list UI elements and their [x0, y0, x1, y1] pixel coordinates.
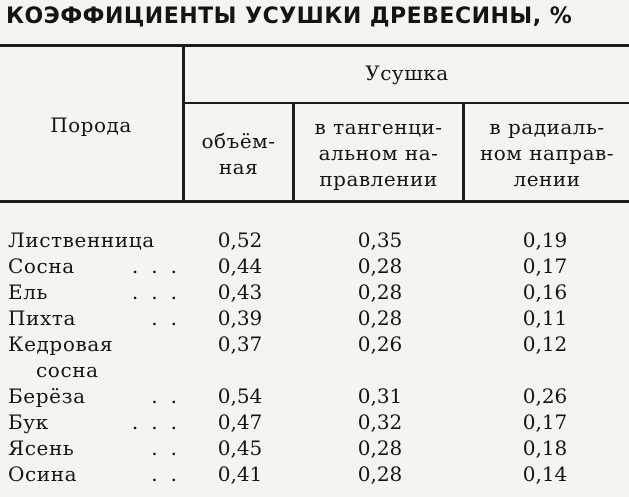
volume-value: 0,47: [217, 410, 263, 434]
species-name: Пихта: [8, 306, 77, 330]
tangential-value: 0,28: [357, 306, 403, 330]
species-name: Кедровая: [8, 332, 114, 356]
header-volume: [185, 128, 292, 180]
leader-dots: ...: [131, 410, 190, 434]
volume-value: 0,39: [217, 306, 263, 330]
volume-value: 0,43: [217, 280, 263, 304]
header-tangential: [295, 114, 462, 192]
radial-value: 0,11: [522, 306, 568, 330]
leader-dots: ..: [151, 306, 190, 330]
volume-value: 0,44: [217, 254, 263, 278]
volume-value: 0,45: [217, 436, 263, 460]
volume-value: 0,41: [217, 462, 263, 486]
header-radial-line-2: ном направ-: [479, 141, 615, 165]
header-volume-line-2: ная: [218, 155, 259, 179]
radial-value: 0,12: [522, 332, 568, 356]
table-row: [0, 228, 629, 254]
radial-value: 0,18: [522, 436, 568, 460]
tangential-value: 0,32: [357, 410, 403, 434]
bottom-rule: [0, 200, 629, 203]
radial-value: 0,17: [522, 410, 568, 434]
tangential-value: 0,28: [357, 254, 403, 278]
species-name-continuation: сосна: [36, 358, 99, 382]
header-tangential-line-2: альном на-: [318, 141, 439, 165]
species-name: Осина: [8, 462, 78, 486]
table-row: [0, 332, 629, 384]
tangential-value: 0,28: [357, 280, 403, 304]
species-name: Берёза: [8, 384, 86, 408]
tangential-value: 0,35: [357, 228, 403, 252]
leader-dots: ..: [151, 436, 190, 460]
header-volume-line-1: объём-: [201, 129, 276, 153]
tangential-value: 0,28: [357, 436, 403, 460]
radial-value: 0,17: [522, 254, 568, 278]
header-radial-line-1: в радиаль-: [489, 115, 605, 139]
header-tangential-line-3: правлении: [319, 167, 438, 191]
species-name: Сосна: [8, 254, 75, 278]
header-shrinkage: Усушка: [365, 61, 449, 85]
header-radial: [465, 114, 629, 192]
top-rule: [0, 44, 629, 47]
group-divider: [183, 102, 629, 104]
radial-value: 0,19: [522, 228, 568, 252]
species-name: Бук: [8, 410, 49, 434]
table-row: [0, 306, 629, 332]
table-row: [0, 280, 629, 306]
table-title: КОЭФФИЦИЕНТЫ УСУШКИ ДРЕВЕСИНЫ, %: [6, 4, 573, 29]
radial-value: 0,16: [522, 280, 568, 304]
species-name: Ясень: [8, 436, 75, 460]
header-tangential-line-1: в тангенци-: [314, 115, 443, 139]
species-name: Лиственница: [8, 228, 155, 252]
species-name: Ель: [8, 280, 48, 304]
leader-dots: ...: [131, 254, 190, 278]
leader-dots: ...: [131, 280, 190, 304]
volume-value: 0,37: [217, 332, 263, 356]
table-row: [0, 436, 629, 462]
radial-value: 0,14: [522, 462, 568, 486]
volume-value: 0,54: [217, 384, 263, 408]
header-species: Порода: [50, 113, 132, 137]
table-row: [0, 384, 629, 410]
tangential-value: 0,28: [357, 462, 403, 486]
radial-value: 0,26: [522, 384, 568, 408]
tangential-value: 0,31: [357, 384, 403, 408]
volume-value: 0,52: [217, 228, 263, 252]
tangential-value: 0,26: [357, 332, 403, 356]
table-row: [0, 410, 629, 436]
leader-dots: ..: [151, 384, 190, 408]
header-radial-line-3: лении: [513, 167, 581, 191]
leader-dots: ..: [151, 462, 190, 486]
table-row: [0, 254, 629, 280]
table-row: [0, 462, 629, 488]
